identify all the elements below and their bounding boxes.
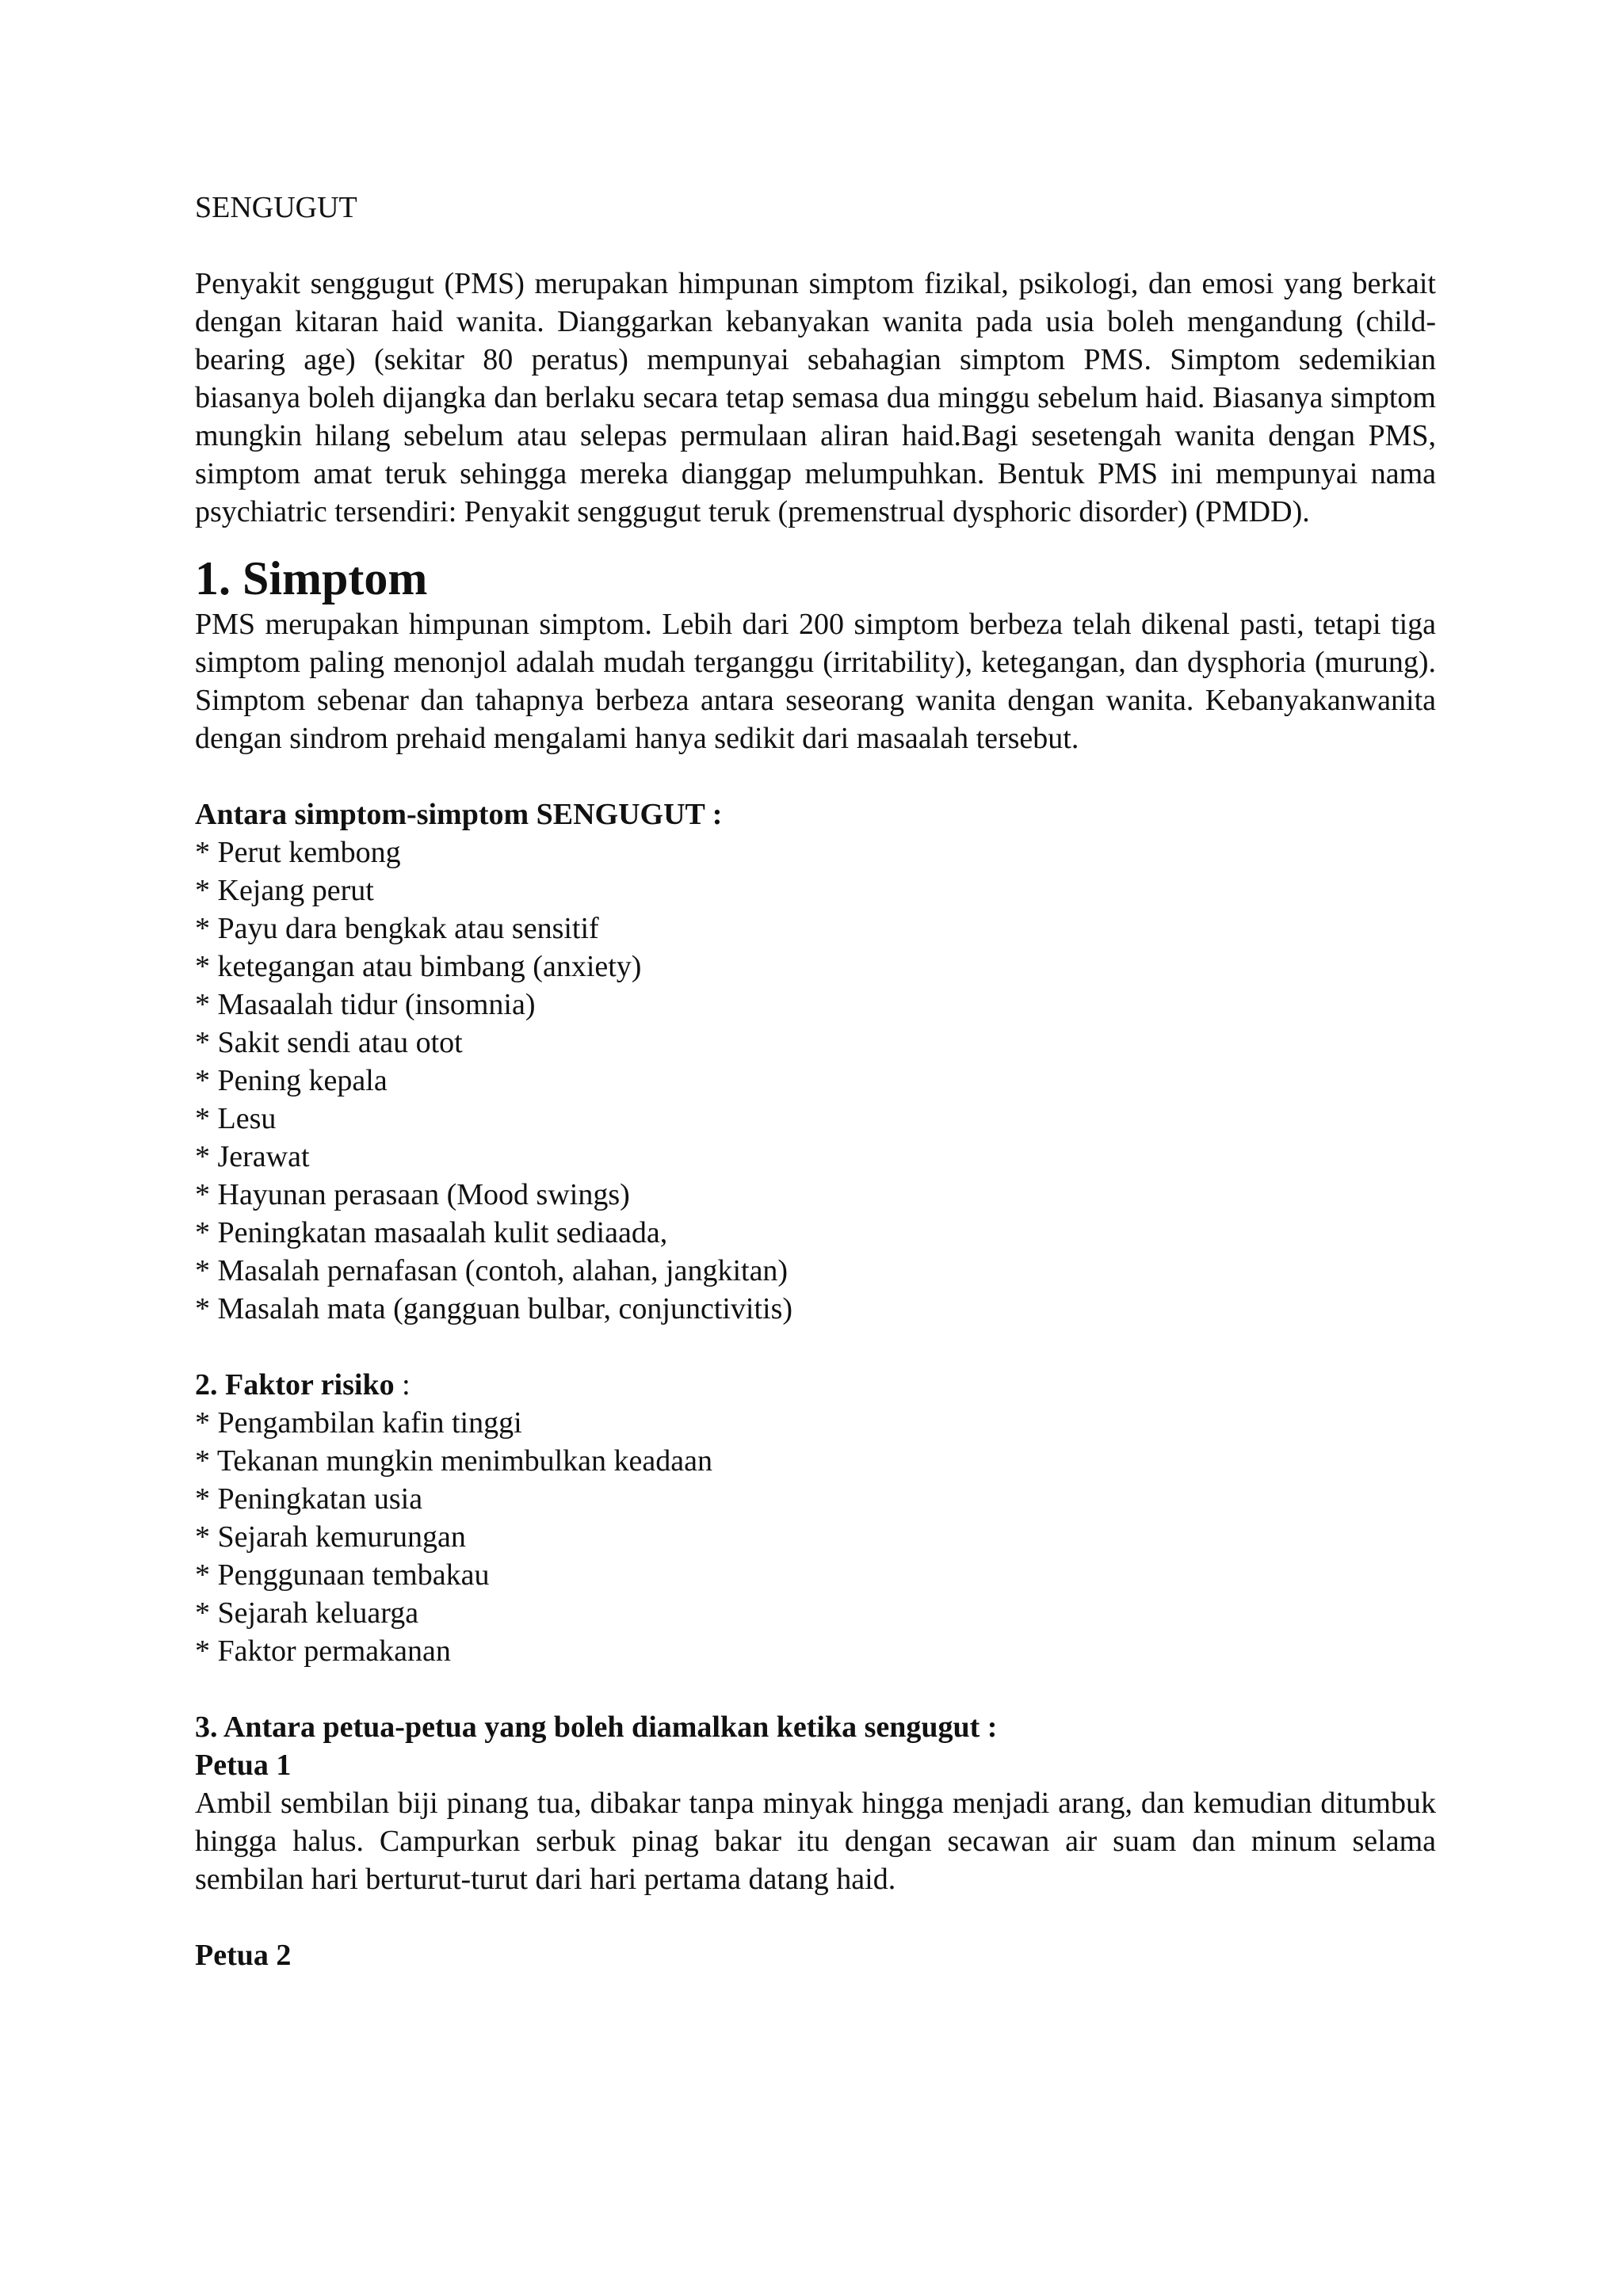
list-item: * Payu dara bengkak atau sensitif [195,912,599,945]
list-item: * Hayunan perasaan (Mood swings) [195,1178,630,1211]
list-item: * Perut kembong [195,836,401,869]
list-item: * Sakit sendi atau otot [195,1026,463,1059]
intro-paragraph: Penyakit senggugut (PMS) merupakan himpunan simptom fizikal, psikologi, dan emosi yang berkait dengan kitaran haid wanita. Dianggarkan kebanyakan wanita pada usia boleh mengandung (child-bearing age) (sekitar 80 peratus) mempunyai sebahagian simptom PMS. Simptom sedemikian biasanya boleh dijangka dan berlaku secara tetap semasa dua minggu sebelum haid. Biasanya simptom mungkin hilang sebelum atau selepas permulaan aliran haid.Bagi sesetengah wanita dengan PMS, simptom amat teruk sehingga mereka dianggap melumpuhkan. Bentuk PMS ini mempunyai nama psychiatric tersendiri: Penyakit senggugut teruk (premenstrual dysphoric disorder) (PMDD). [195,267,1436,528]
simptom-paragraph: PMS merupakan himpunan simptom. Lebih dari 200 simptom berbeza telah dikenal pasti, tetapi tiga simptom paling menonjol adalah mudah terganggu (irritability), ketegangan, dan dysphoria (murung). Simptom sebenar dan tahapnya berbeza antara seseorang wanita dengan wanita. Kebanyakanwanita dengan sindrom prehaid mengalami hanya sedikit dari masaalah tersebut. [195,608,1436,755]
risk-factor-list [195,1404,1436,1670]
tip-1-paragraph: Ambil sembilan biji pinang tua, dibakar tanpa minyak hingga menjadi arang, dan kemudian ditumbuk hingga halus. Campurkan serbuk pinag bakar itu dengan secawan air suam dan minum selama sembilan hari berturut-turut dari hari pertama datang haid. [195,1787,1436,1896]
document-title: SENGUGUT [195,191,357,224]
spacer [195,1898,1436,1936]
list-item: * Kejang perut [195,874,374,907]
list-item: * Penggunaan tembakau [195,1558,490,1592]
spacer [195,1328,1436,1366]
tips-heading: 3. Antara petua-petua yang boleh diamalkan ketika sengugut : [195,1711,998,1744]
spacer [195,1670,1436,1708]
risk-factor-heading-suffix: : [394,1368,411,1402]
tip-1-title: Petua 1 [195,1749,292,1782]
list-item: * Lesu [195,1102,277,1135]
list-item: * Sejarah kemurungan [195,1520,466,1554]
risk-factor-heading-text: 2. Faktor risiko [195,1368,395,1402]
spacer [195,757,1436,795]
list-item: * Tekanan mungkin menimbulkan keadaan [195,1444,713,1478]
symptom-list-heading: Antara simptom-simptom SENGUGUT : [195,798,723,831]
list-item: * Sejarah keluarga [195,1596,419,1630]
document-page [195,189,1436,1974]
list-item: * Masalah mata (gangguan bulbar, conjunctivitis) [195,1292,793,1325]
list-item: * Peningkatan usia [195,1482,423,1516]
list-item: * ketegangan atau bimbang (anxiety) [195,950,642,983]
list-item: * Faktor permakanan [195,1634,451,1668]
section-heading-simptom: 1. Simptom [195,552,428,605]
list-item: * Peningkatan masaalah kulit sediaada, [195,1216,668,1249]
risk-factor-heading [195,1366,1436,1404]
list-item: * Pening kepala [195,1064,388,1097]
list-item: * Jerawat [195,1140,310,1173]
symptom-list [195,833,1436,1328]
list-item: * Masalah pernafasan (contoh, alahan, jangkitan) [195,1254,789,1287]
tip-2-title: Petua 2 [195,1939,292,1972]
list-item: * Masaalah tidur (insomnia) [195,988,536,1021]
list-item: * Pengambilan kafin tinggi [195,1406,522,1440]
